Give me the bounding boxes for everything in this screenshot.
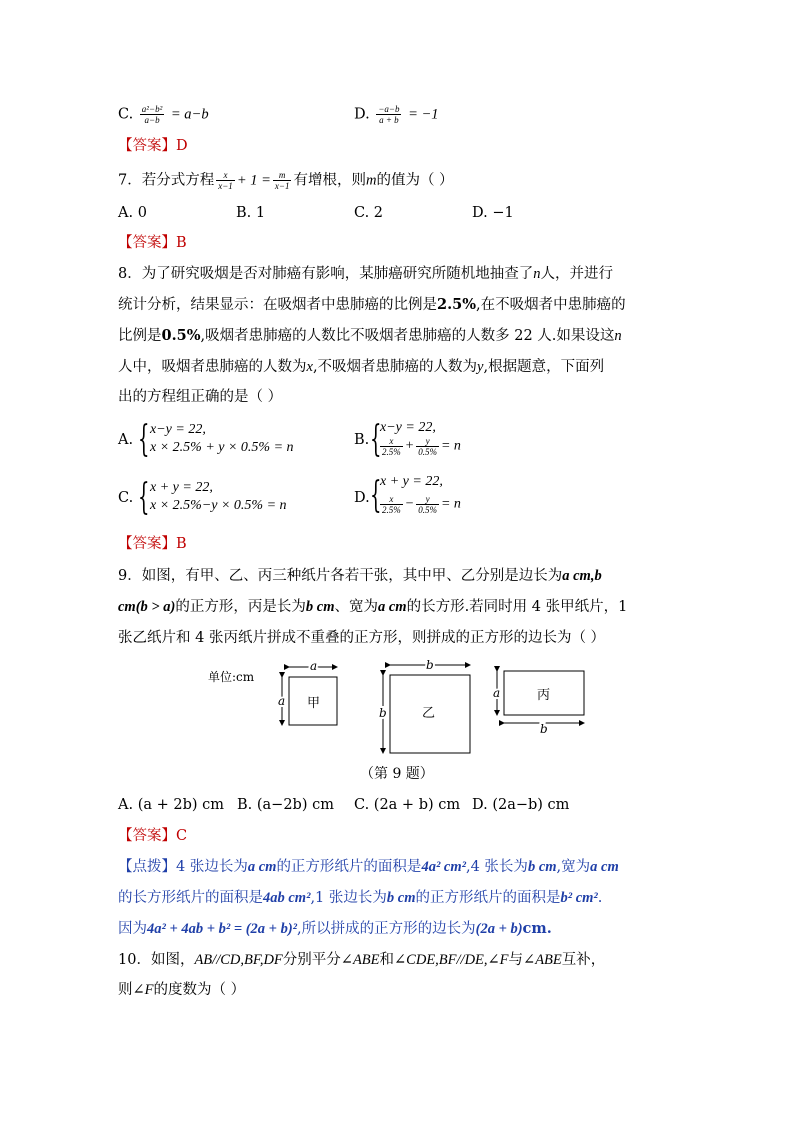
q9-option-a: A. (a + 2b) cm xyxy=(118,797,225,813)
q9-line-1: 9．如图，有甲、乙、丙三种纸片各若干张，其中甲、乙分别是边长为a cm,b xyxy=(118,568,602,584)
q6-option-c: C. $\frac{\text{a²−b²}}{a-b}$ = a−b xyxy=(118,104,209,125)
q9-option-b: B. (a−2b) cm xyxy=(237,797,334,813)
q9-bing-b-bottom: b xyxy=(540,722,548,736)
q8-line-3: 比例是0.5%,吸烟者患肺癌的人数比不吸烟者患肺癌的人数多 22 人.如果设这n xyxy=(118,327,622,344)
q8-line-1: 8．为了研究吸烟是否对肺癌有影响，某肺癌研究所随机地抽查了n人，并进行 xyxy=(118,266,613,282)
q8-option-b: B. { x−y = 22, $\frac{x}{2.5\%}$ + $\frac{y}{0.5\%}$ = n xyxy=(354,419,461,460)
q9-hint-line-1: 【点拨】4 张边长为a cm的正方形纸片的面积是4a² cm²,4 张长为b cm,宽为a cm xyxy=(118,859,619,875)
q6-option-d: D. $\frac{-a-b}{a + b}$ = −1 xyxy=(354,104,439,125)
q9-hint-line-2: 的长方形纸片的面积是4ab cm²,1 张边长为b cm的正方形纸片的面积是b² cm². xyxy=(118,890,603,906)
q8-line-2: 统计分析，结果显示：在吸烟者中患肺癌的比例是2.5%,在不吸烟者中患肺癌的 xyxy=(118,296,626,313)
q9-unit-label: 单位:cm xyxy=(208,670,255,684)
q10-line-2: 则∠F的度数为（ ） xyxy=(118,982,246,998)
q6-answer: 【答案】D xyxy=(118,138,188,154)
q9-jia-label: 甲 xyxy=(307,696,321,711)
q9-bing-label: 丙 xyxy=(537,688,551,703)
q9-answer: 【答案】C xyxy=(118,828,188,844)
q8-option-a: A. { x−y = 22, x × 2.5% + y × 0.5% = n xyxy=(118,419,294,460)
q9-jia-a-left: a xyxy=(278,694,286,708)
q7-option-c: C. 2 xyxy=(354,205,384,221)
q10-line-1: 10．如图，AB//CD,BF,DF分别平分∠ABE和∠CDE,BF//DE,∠F与∠ABE互补， xyxy=(118,952,606,968)
q7-option-a: A. 0 xyxy=(118,205,147,221)
q9-option-c: C. (2a + b) cm xyxy=(354,797,461,813)
q9-yi-b-top: b xyxy=(426,658,434,672)
q8-line-4: 人中，吸烟者患肺癌的人数为x,不吸烟者患肺癌的人数为y,根据题意，下面列 xyxy=(118,359,605,375)
q8-option-d: D. { x + y = 22, $\frac{x}{2.5\%}$ − $\frac{y}{0.5\%}$ = n xyxy=(354,474,461,516)
q9-jia-a-top: a xyxy=(310,659,318,673)
q7-answer: 【答案】B xyxy=(118,235,187,251)
q7-option-d: D. −1 xyxy=(472,205,514,221)
q9-figure xyxy=(200,655,600,755)
q8-line-5: 出的方程组正确的是（ ） xyxy=(118,389,283,405)
q7-stem: 7．若分式方程 $\frac{x}{x-1}$ + 1 = $\frac{m}{x-1}$ 有增根，则m的值为（ ） xyxy=(118,170,454,191)
q9-hint-line-3: 因为4a² + 4ab + b² = (2a + b)²,所以拼成的正方形的边长为(2a + b)cm. xyxy=(118,920,552,937)
q9-bing-a-left: a xyxy=(493,686,501,700)
q7-option-b: B. 1 xyxy=(236,205,266,221)
q9-yi-label: 乙 xyxy=(422,706,436,721)
q8-option-c: C. { x + y = 22, x × 2.5%−y × 0.5% = n xyxy=(118,477,287,518)
q8-answer: 【答案】B xyxy=(118,536,187,552)
q9-yi-b-left: b xyxy=(379,706,387,720)
q9-line-2: cm(b > a)的正方形，丙是长为b cm、宽为a cm的长方形.若同时用 4 张甲纸片，1 xyxy=(118,599,628,615)
q9-figure-caption: （第 9 题） xyxy=(360,766,434,782)
q9-option-d: D. (2a−b) cm xyxy=(472,797,570,813)
q9-line-3: 张乙纸片和 4 张丙纸片拼成不重叠的正方形，则拼成的正方形的边长为（ ） xyxy=(118,630,606,646)
